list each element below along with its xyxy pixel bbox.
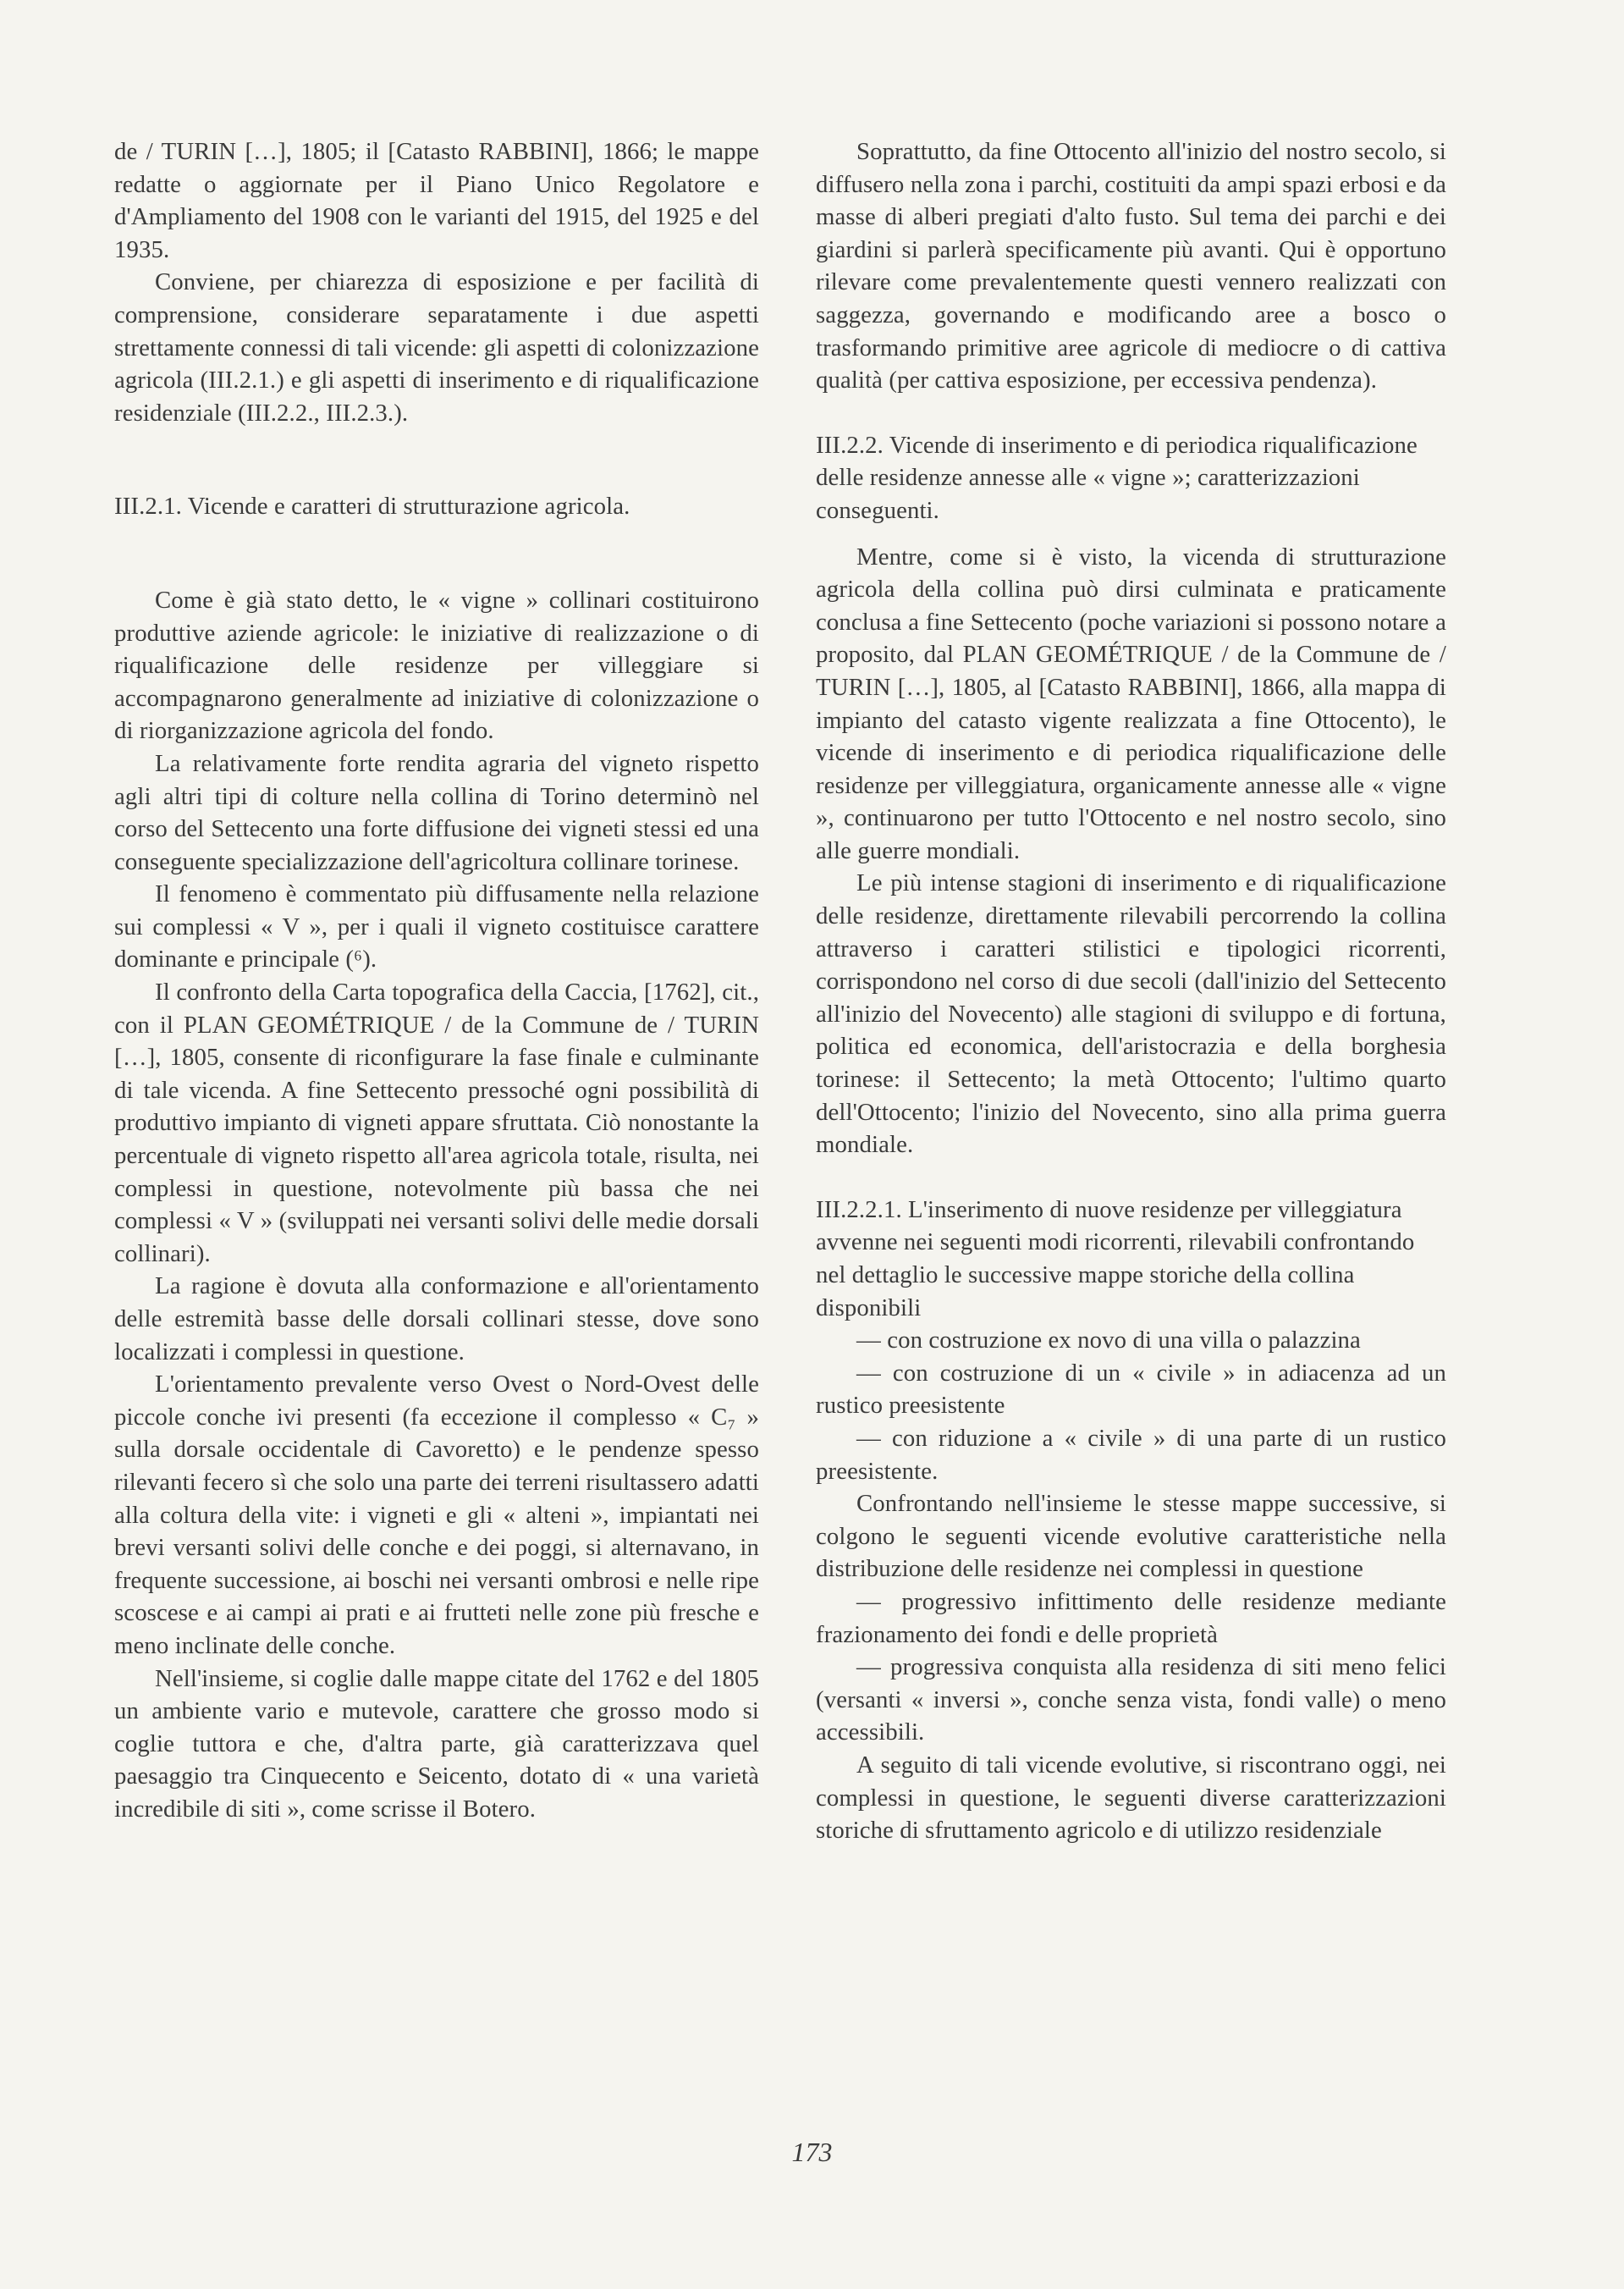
- list-item: — con costruzione ex novo di una villa o palazzina: [856, 1327, 1361, 1354]
- paragraph: A seguito di tali vicende evolutive, si riscontrano oggi, nei complessi in questione, le seguenti diverse caratterizzazioni storiche di sfruttamento agricolo e di utilizzo residenziale: [816, 1751, 1446, 1845]
- right-column: [816, 135, 1446, 1847]
- page-number: 173: [791, 2137, 833, 2167]
- paragraph: La relativamente forte rendita agraria del vigneto rispetto agli altri tipi di colture nella collina di Torino determinò nel corso del Settecento una forte diffusione dei vigneti stessi ed una conseguente specializzazione dell'agricoltura collinare torinese.: [114, 749, 759, 875]
- paragraph: Confrontando nell'insieme le stesse mappe successive, si colgono le seguenti vicende evolutive caratteristiche nella distribuzione delle residenze nei complessi in questione: [816, 1490, 1446, 1583]
- paragraph: Conviene, per chiarezza di esposizione e per facilità di comprensione, considerare separatamente i due aspetti strettamente connessi di tali vicende: gli aspetti di colonizzazione agricola (III.2.1.) e gli aspetti di inserimento e di riqualificazione residenziale (III.2.2., III.2.3.).: [114, 268, 759, 427]
- subsection-heading: III.2.2.1. L'inserimento di nuove residenze per villeggiatura avvenne nei seguenti modi ricorrenti, rilevabili confrontando nel dettaglio le successive mappe storiche della collina disponibili: [816, 1195, 1415, 1321]
- list-item: — progressivo infittimento delle residenze mediante frazionamento dei fondi e delle proprietà: [816, 1587, 1446, 1648]
- list-item: — progressiva conquista alla residenza di siti meno felici (versanti « inversi », conche senza vista, fondi valle) o meno accessibili.: [816, 1653, 1446, 1746]
- list-item: — con costruzione di un « civile » in adiacenza ad un rustico preesistente: [816, 1359, 1446, 1420]
- paragraph: L'orientamento prevalente verso Ovest o Nord-Ovest delle piccole conche ivi presenti (fa eccezione il complesso « C₇ » sulla dorsale occidentale di Cavoretto) e le pendenze spesso rilevanti fecero sì che solo una parte dei terreni risultassero adatti alla coltura della vite: i vigneti e gli « alteni », impiantati nei brevi versanti solivi delle conche e dei poggi, si alternavano, in frequente successione, ai boschi nei versanti ombrosi e nelle ripe scoscese e ai campi ai prati e ai frutteti nelle zone più fresche e meno inclinate delle conche.: [114, 1371, 759, 1659]
- paragraph: Il confronto della Carta topografica della Caccia, [1762], cit., con il PLAN GEOMÉTRIQUE / de la Commune de / TURIN […], 1805, consente di riconfigurare la fase finale e culminante di tale vicenda. A fine Settecento pressoché ogni possibilità di produttivo impianto di vigneti appare sfruttata. Ciò nonostante la percentuale di vigneto rispetto all'area agricola totale, risulta, nei complessi in questione, notevolmente più bassa che nei complessi « V » (sviluppati nei versanti solivi delle medie dorsali collinari).: [114, 979, 759, 1267]
- paragraph: Il fenomeno è commentato più diffusamente nella relazione sui complessi « V », per i quali il vigneto costituisce carattere dominante e principale (⁶).: [114, 880, 759, 974]
- left-column: [114, 135, 759, 1826]
- paragraph: La ragione è dovuta alla conformazione e all'orientamento delle estremità basse delle dorsali collinari stesse, dove sono localizzati i complessi in questione.: [114, 1272, 759, 1365]
- paragraph: Come è già stato detto, le « vigne » collinari costituirono produttive aziende agricole: le iniziative di realizzazione o di riqualificazione delle residenze per villeggiare si accompagnarono generalmente ad iniziative di colonizzazione o di riorganizzazione agricola del fondo.: [114, 586, 759, 745]
- paragraph: Nell'insieme, si coglie dalle mappe citate del 1762 e del 1805 un ambiente vario e mutevole, carattere che grosso modo si coglie tuttora e che, d'altra parte, già caratterizzava quel paesaggio tra Cinquecento e Seicento, dotato di « una varietà incredibile di siti », come scrisse il Botero.: [114, 1664, 759, 1823]
- section-heading: III.2.1. Vicende e caratteri di strutturazione agricola.: [114, 493, 630, 521]
- list-item: — con riduzione a « civile » di una parte di un rustico preesistente.: [816, 1424, 1446, 1485]
- paragraph: de / TURIN […], 1805; il [Catasto RABBINI], 1866; le mappe redatte o aggiornate per il Piano Unico Regolatore e d'Ampliamento del 1908 con le varianti del 1915, del 1925 e del 1935.: [114, 138, 759, 263]
- section-heading: III.2.2. Vicende di inserimento e di periodica riqualificazione delle residenze annesse alle « vigne »; caratterizzazioni conseguenti.: [816, 431, 1418, 524]
- paragraph: Mentre, come si è visto, la vicenda di strutturazione agricola della collina può dirsi culminata e praticamente conclusa a fine Settecento (poche variazioni si possono notare a proposito, dal PLAN GEOMÉTRIQUE / de la Commune de / TURIN […], 1805, al [Catasto RABBINI], 1866, alla mappa di impianto del catasto vigente realizzata a fine Ottocento), le vicende di inserimento e di periodica riqualificazione delle residenze per villeggiatura, organicamente annesse alle « vigne », continuarono per tutto l'Ottocento e nel nostro secolo, sino alle guerre mondiali.: [816, 543, 1446, 864]
- paragraph: Le più intense stagioni di inserimento e di riqualificazione delle residenze, direttamente rilevabili percorrendo la collina attraverso i caratteri stilistici e tipologici ricorrenti, corrispondono nel corso di due secoli (dall'inizio del Settecento all'inizio del Novecento) alle stagioni di sviluppo e di fortuna, politica ed economica, dell'aristocrazia e della borghesia torinese: il Settecento; la metà Ottocento; l'ultimo quarto dell'Ottocento; l'inizio del Novecento, sino alla prima guerra mondiale.: [816, 869, 1446, 1159]
- paragraph: Soprattutto, da fine Ottocento all'inizio del nostro secolo, si diffusero nella zona i parchi, costituiti da ampi spazi erbosi e da masse di alberi pregiati d'alto fusto. Sul tema dei parchi e dei giardini si parlerà specificamente più avanti. Qui è opportuno rilevare come prevalentemente questi vennero realizzati con saggezza, governando e modificando aree a bosco o trasformando primitive aree agricole di mediocre o di cattiva qualità (per cattiva esposizione, per eccessiva pendenza).: [816, 138, 1446, 394]
